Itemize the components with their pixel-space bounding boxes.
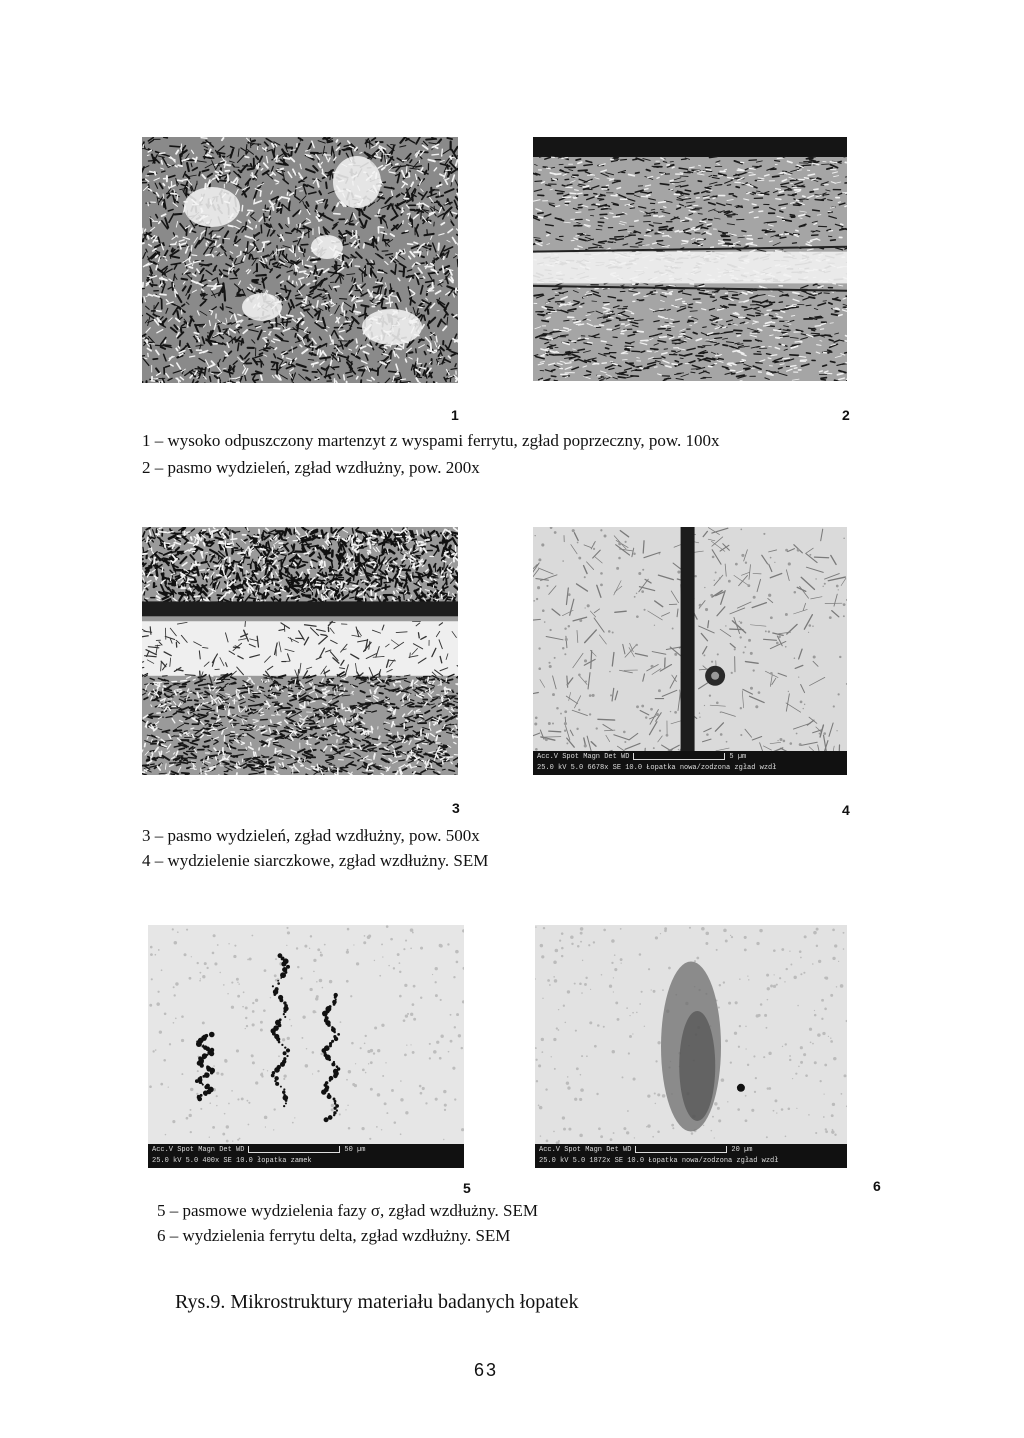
caption-1-prefix: 1 – (142, 431, 168, 450)
sem-databar-6-line2: 25.0 kV 5.0 1872x SE 10.0 Łopatka nowa/zodzona zgład wzdł (539, 1157, 779, 1165)
caption-3-text: pasmo wydzieleń, zgład wzdłużny, pow. 500x (167, 826, 480, 845)
micrograph-3 (142, 527, 458, 775)
sem-databar-4-scale: 5 µm (729, 753, 747, 761)
panel-number-4: 4 (842, 802, 850, 818)
panel-number-1: 1 (451, 407, 459, 423)
panel-number-5: 5 (463, 1180, 471, 1196)
sem-databar-4 (533, 751, 847, 775)
sem-databar-5-line1: Acc.V Spot Magn Det WD (152, 1146, 245, 1154)
figure-title: Rys.9. Mikrostruktury materiału badanych łopatek (175, 1291, 579, 1313)
page-number: 63 (474, 1360, 499, 1380)
caption-5-text: pasmowe wydzielenia fazy σ, zgład wzdłużny. SEM (182, 1201, 539, 1220)
sem-databar-4-line2: 25.0 kV 5.0 6678x SE 10.0 Łopatka nowa/zodzona zgład wzdł (537, 764, 777, 772)
micrograph-6 (535, 925, 847, 1168)
caption-2-text: pasmo wydzieleń, zgład wzdłużny, pow. 200x (167, 458, 480, 477)
caption-5-prefix: 5 – (157, 1201, 183, 1220)
panel-number-2: 2 (842, 407, 850, 423)
sem-databar-5-scale: 50 µm (344, 1146, 366, 1154)
scale-bar-5 (248, 1146, 340, 1153)
caption-1-text: wysoko odpuszczony martenzyt z wyspami ferrytu, zgład poprzeczny, pow. 100x (167, 431, 720, 450)
caption-3 (142, 824, 480, 848)
panel-number-3: 3 (452, 800, 460, 816)
micrograph-2 (533, 137, 847, 381)
micrograph-4 (533, 527, 847, 775)
sem-databar-6-line1: Acc.V Spot Magn Det WD (539, 1146, 632, 1154)
caption-2-prefix: 2 – (142, 458, 168, 477)
micrograph-1 (142, 137, 458, 383)
caption-6 (157, 1224, 510, 1248)
caption-6-prefix: 6 – (157, 1226, 183, 1245)
scale-bar-6 (635, 1146, 727, 1153)
caption-4 (142, 849, 488, 873)
caption-4-text: wydzielenie siarczkowe, zgład wzdłużny. SEM (167, 851, 489, 870)
micrograph-5 (148, 925, 464, 1168)
sem-databar-6-scale: 20 µm (731, 1146, 753, 1154)
caption-1 (142, 429, 720, 453)
caption-6-text: wydzielenia ferrytu delta, zgład wzdłużny. SEM (182, 1226, 511, 1245)
caption-5 (157, 1199, 538, 1223)
caption-4-prefix: 4 – (142, 851, 168, 870)
sem-databar-5 (148, 1144, 464, 1168)
panel-number-6: 6 (873, 1178, 881, 1194)
sem-databar-4-line1: Acc.V Spot Magn Det WD (537, 753, 630, 761)
caption-2 (142, 456, 480, 480)
sem-databar-5-line2: 25.0 kV 5.0 400x SE 10.0 łopatka zamek (152, 1157, 312, 1165)
scale-bar-4 (633, 753, 725, 760)
sem-databar-6 (535, 1144, 847, 1168)
caption-3-prefix: 3 – (142, 826, 168, 845)
